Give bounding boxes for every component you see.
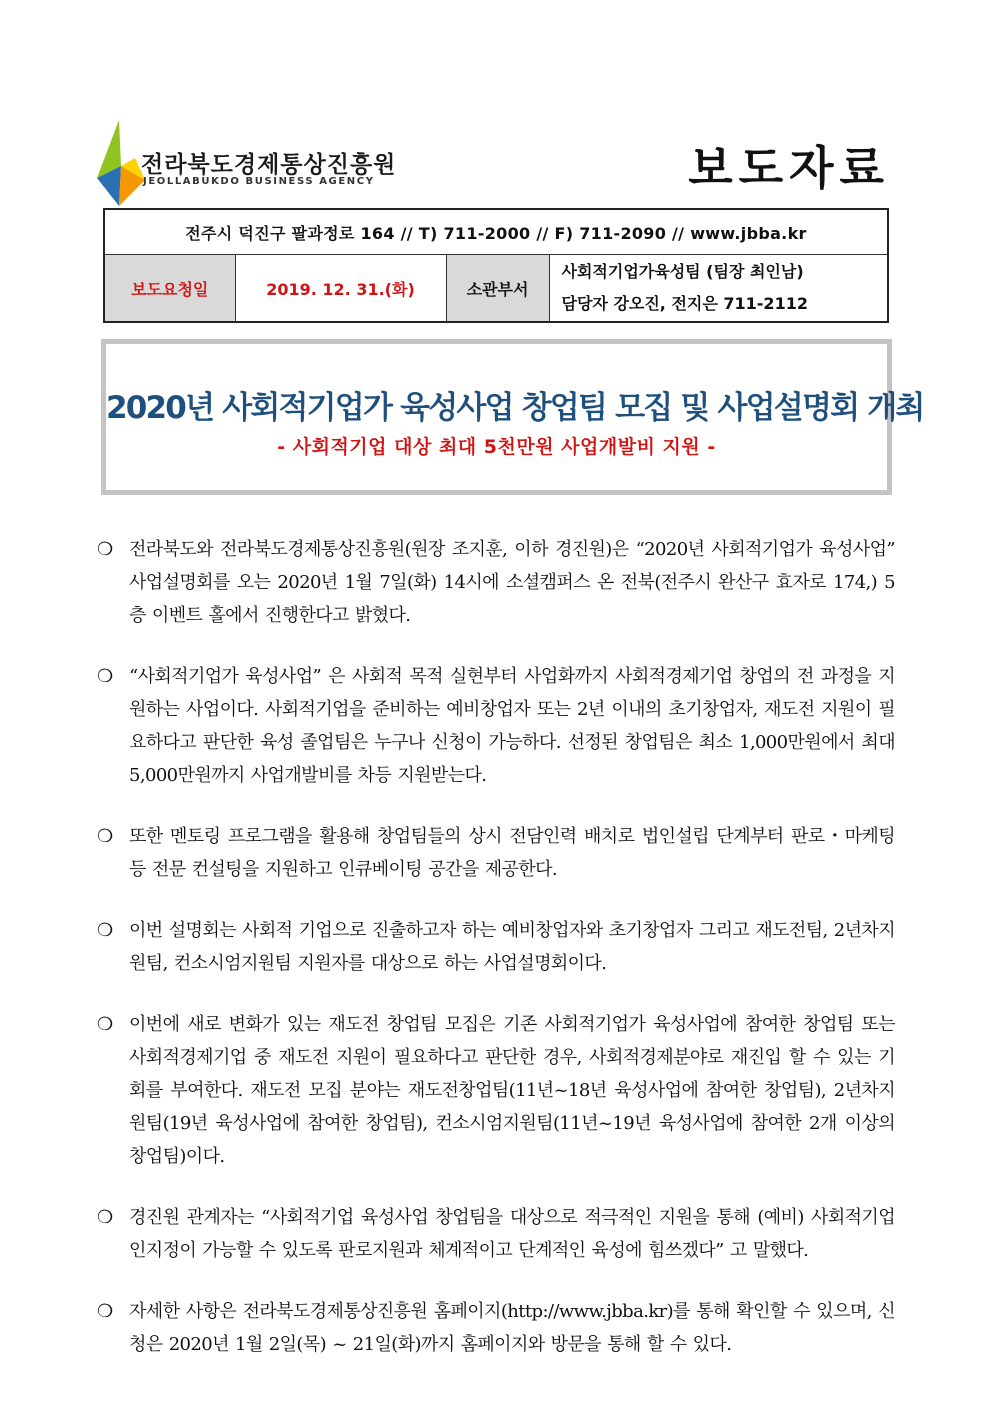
- paragraph-text: 전라북도와 전라북도경제통상진흥원(원장 조지훈, 이하 경진원)은 “2020년 사회적기업가 육성사업” 사업설명회를 오는 2020년 1월 7일(화) 14시에 소셜캠퍼스 온 전북(전주시 완산구 효자로 174,) 5층 이벤트 홀에서 진행한다고 밝혔다.: [129, 539, 895, 626]
- bullet-circle-icon: ❍: [97, 1301, 113, 1322]
- info-table: [103, 208, 889, 323]
- department-contact: 담당자 강오진, 전지은 711-2112: [561, 294, 808, 313]
- document-type: 보도자료: [688, 141, 890, 195]
- paragraph: [95, 1295, 895, 1361]
- paragraph-text: “사회적기업가 육성사업” 은 사회적 목적 실현부터 사업화까지 사회적경제기업 창업의 전 과정을 지원하는 사업이다. 사회적기업을 준비하는 예비창업자 또는 2년 이내의 초기창업자, 재도전 지원이 필요하다고 판단한 육성 졸업팀은 누구나 신청이 가능하다. 선정된 창업팀은 최소 1,000만원에서 최대 5,000만원까지 사업개발비를 차등 지원받는다.: [129, 666, 895, 786]
- bullet-circle-icon: ❍: [97, 666, 113, 687]
- department-info: [549, 255, 888, 323]
- department-team: 사회적기업가육성팀 (팀장 최인남): [561, 262, 804, 281]
- paragraph-text: 자세한 사항은 전라북도경제통상진흥원 홈페이지(http://www.jbba.kr)를 통해 확인할 수 있으며, 신청은 2020년 1월 2일(목) ~ 21일(화)까지 홈페이지와 방문을 통해 할 수 있다.: [129, 1301, 895, 1355]
- request-date-label: 보도요청일: [104, 255, 235, 323]
- header: [95, 118, 895, 208]
- paragraph-text: 또한 멘토링 프로그램을 활용해 창업팀들의 상시 전담인력 배치로 법인설립 단계부터 판로・마케팅 등 전문 컨설팅을 지원하고 인큐베이팅 공간을 제공한다.: [129, 826, 895, 880]
- title-box: [101, 339, 924, 495]
- paragraph: [95, 533, 895, 632]
- paragraph-text: 이번에 새로 변화가 있는 재도전 창업팀 모집은 기존 사회적기업가 육성사업에 참여한 창업팀 또는 사회적경제기업 중 재도전 지원이 필요하다고 판단한 경우, 사회적경제분야로 재진입 할 수 있는 기회를 부여한다. 재도전 모집 분야는 재도전창업팀(11년~18년 육성사업에 참여한 창업팀), 2년차지원팀(19년 육성사업에 참여한 창업팀), 컨소시엄지원팀(11년~19년 육성사업에 참여한 2개 이상의 창업팀)이다.: [129, 1014, 895, 1167]
- org-name-english: JEOLLABUKDO BUSINESS AGENCY: [143, 176, 375, 187]
- paragraph-text: 경진원 관계자는 “사회적기업 육성사업 창업팀을 대상으로 적극적인 지원을 통해 (예비) 사회적기업 인지정이 가능할 수 있도록 판로지원과 체계적이고 단계적인 육성에 힘쓰겠다” 고 말했다.: [129, 1207, 895, 1261]
- paragraph: [95, 914, 895, 980]
- article-body: [95, 533, 895, 1389]
- paragraph: [95, 1201, 895, 1267]
- department-label: 소관부서: [446, 255, 549, 323]
- contact-info: 전주시 덕진구 팔과정로 164 // T) 711-2000 // F) 711-2090 // www.jbba.kr: [104, 209, 888, 255]
- main-title: 2020년 사회적기업가 육성사업 창업팀 모집 및 사업설명회 개최: [106, 390, 924, 426]
- triangle-logo-icon: [95, 120, 147, 206]
- paragraph: [95, 1008, 895, 1173]
- paragraph: [95, 660, 895, 792]
- bullet-circle-icon: ❍: [97, 1207, 113, 1228]
- sub-title: - 사회적기업 대상 최대 5천만원 사업개발비 지원 -: [277, 436, 716, 458]
- paragraph: [95, 820, 895, 886]
- bullet-circle-icon: ❍: [97, 826, 113, 847]
- bullet-circle-icon: ❍: [97, 539, 113, 560]
- bullet-circle-icon: ❍: [97, 1014, 113, 1035]
- bullet-circle-icon: ❍: [97, 920, 113, 941]
- request-date: 2019. 12. 31.(화): [235, 255, 446, 323]
- org-name: 전라북도경제통상진흥원: [141, 152, 397, 178]
- paragraph-text: 이번 설명회는 사회적 기업으로 진출하고자 하는 예비창업자와 초기창업자 그리고 재도전팀, 2년차지원팀, 컨소시엄지원팀 지원자를 대상으로 하는 사업설명회이다.: [129, 920, 895, 974]
